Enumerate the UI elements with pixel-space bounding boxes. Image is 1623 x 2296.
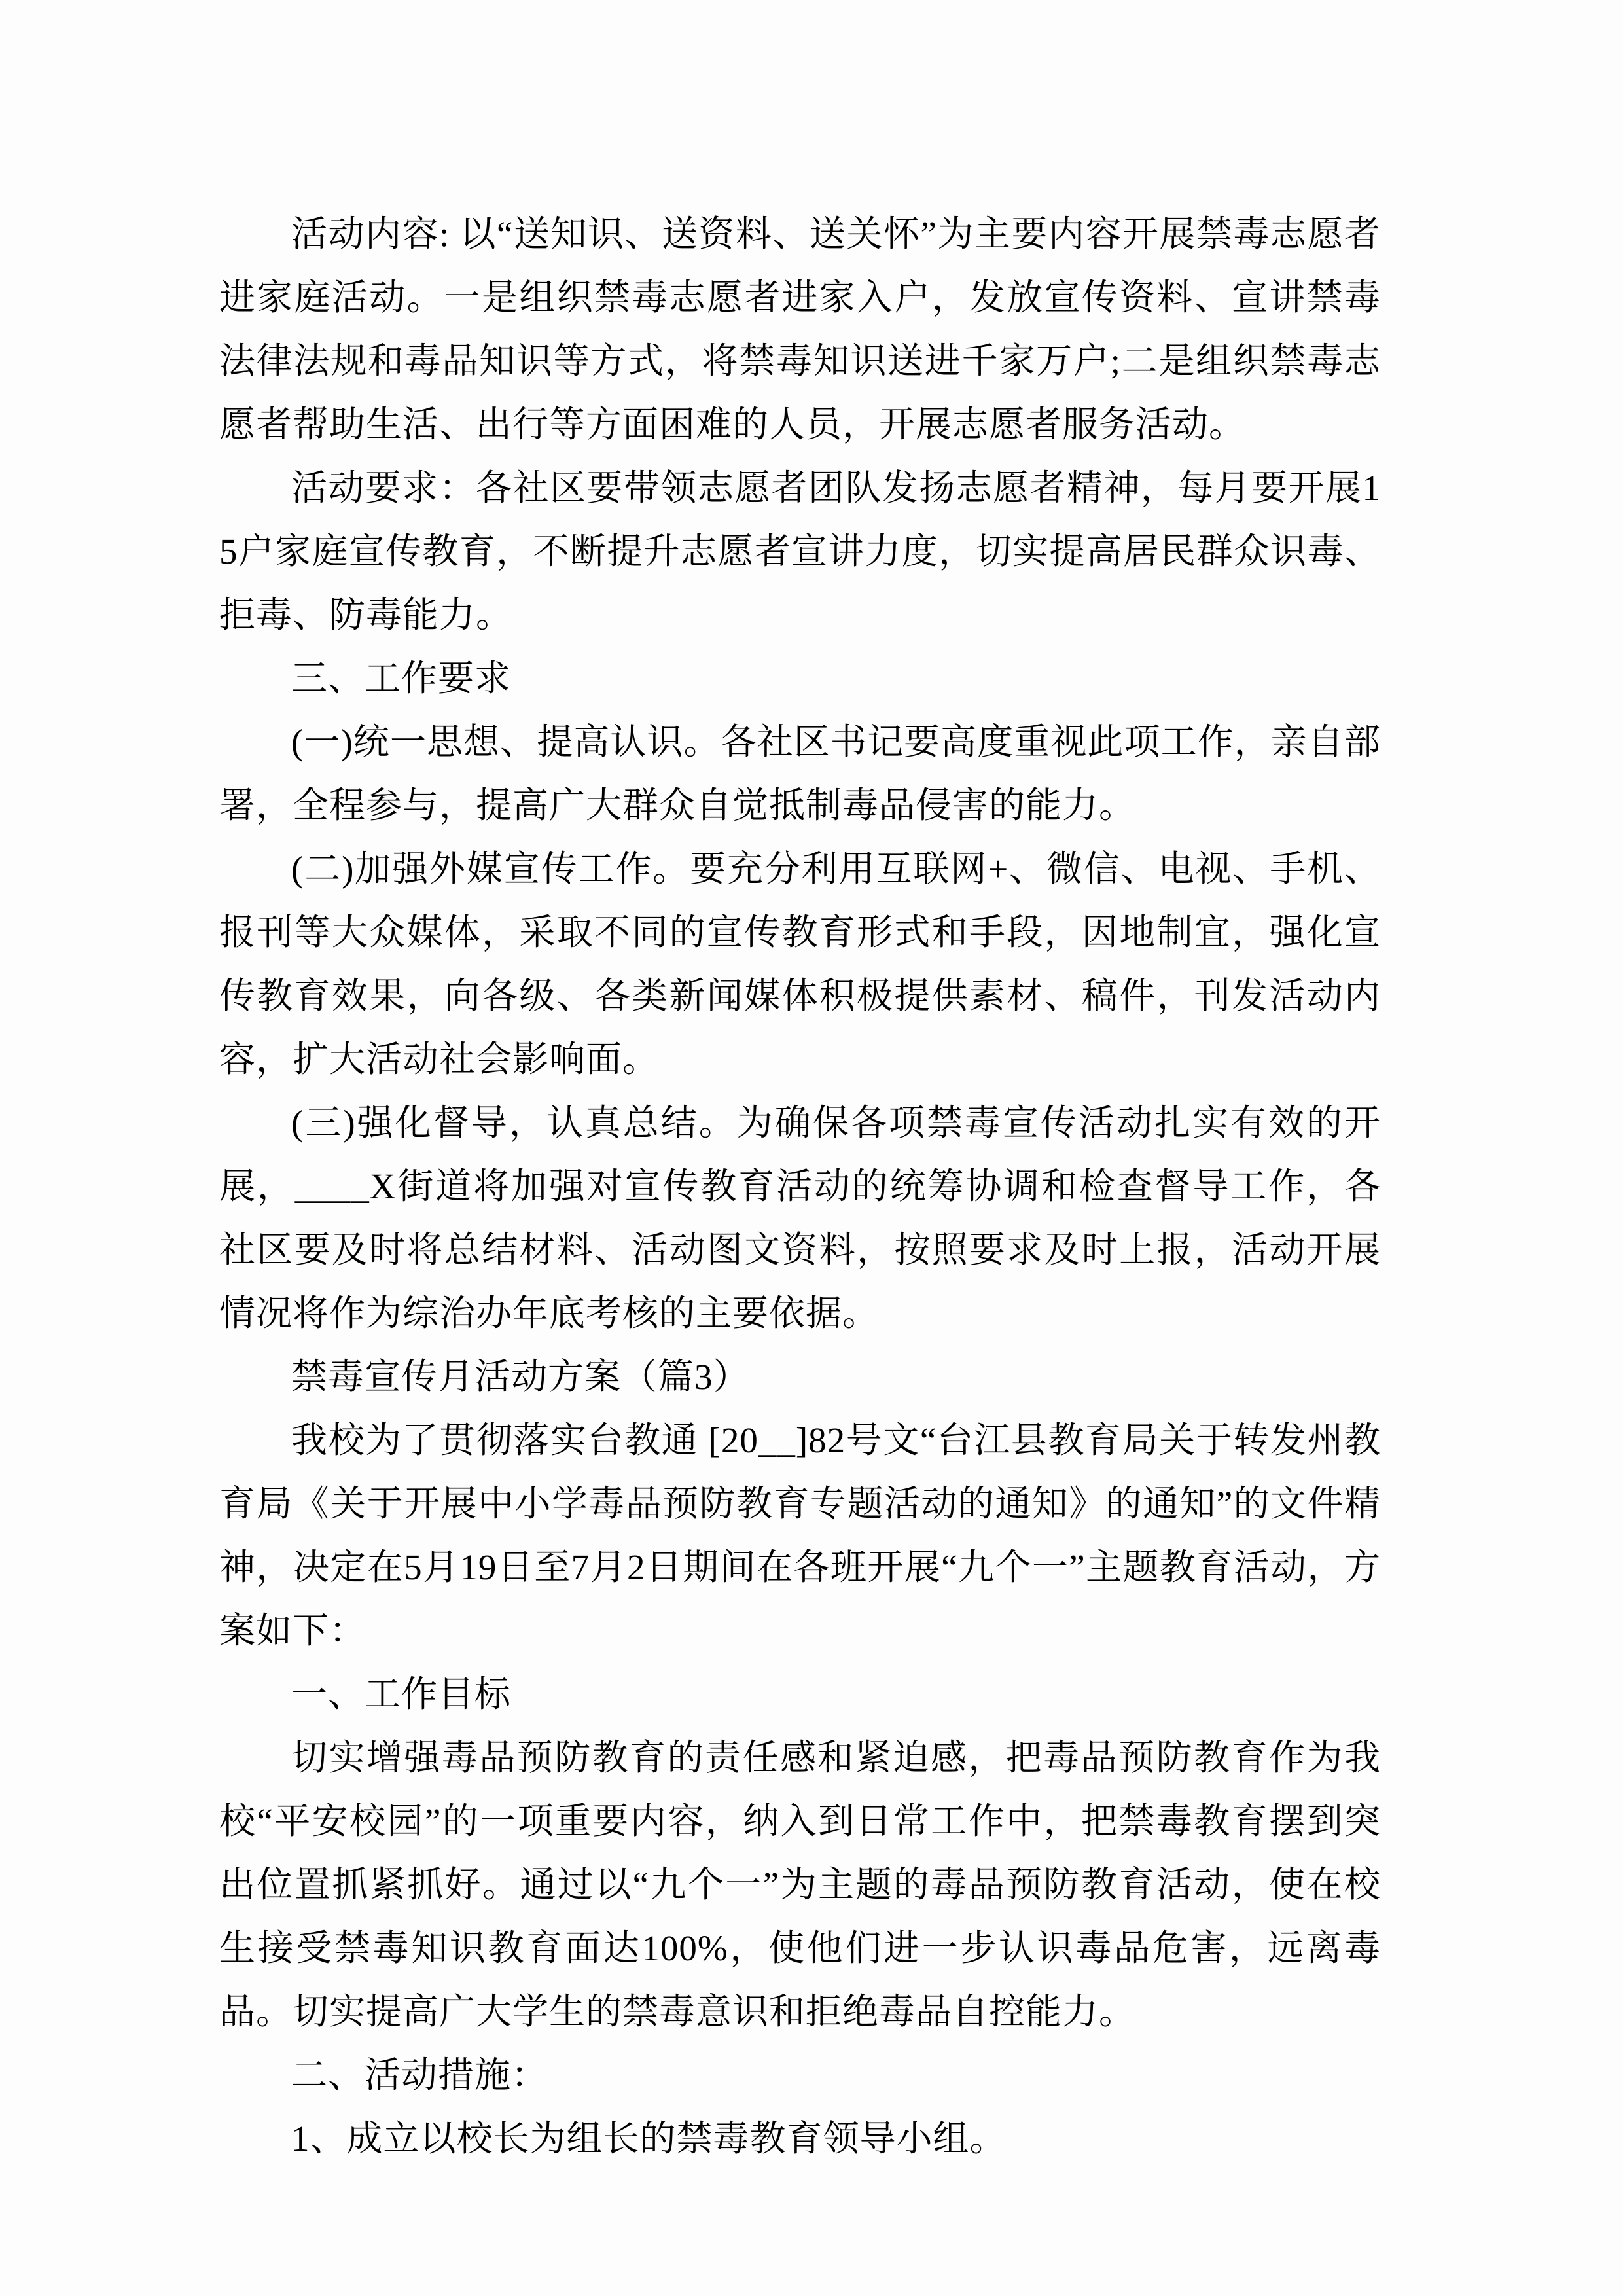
paragraph: 我校为了贯彻落实台教通 [20__]82号文“台江县教育局关于转发州教育局《关于开展中小学毒品预防教育专题活动的通知》的通知”的文件精神，决定在5月19日至7月2日期间在各班开展“九个一”主题教育活动，方案如下： <box>219 1420 1381 1651</box>
paragraph: (一)统一思想、提高认识。各社区书记要高度重视此项工作，亲自部署，全程参与，提高广大群众自觉抵制毒品侵害的能力。 <box>219 722 1381 825</box>
paragraph: 三、工作要求 <box>291 658 512 698</box>
paragraph: (三)强化督导，认真总结。为确保各项禁毒宣传活动扎实有效的开展，____X街道将加强对宣传教育活动的统筹协调和检查督导工作，各社区要及时将总结材料、活动图文资料，按照要求及时上报，活动开展情况将作为综治办年底考核的主要依据。 <box>219 1103 1381 1333</box>
paragraph: 二、活动措施： <box>291 2055 548 2095</box>
paragraph: 1、成立以校长为组长的禁毒教育领导小组。 <box>291 2119 1007 2159</box>
paragraph: 活动内容: 以“送知识、送资料、送关怀”为主要内容开展禁毒志愿者进家庭活动。一是组织禁毒志愿者进家入户，发放宣传资料、宣讲禁毒法律法规和毒品知识等方式，将禁毒知识送进千家万户;二是组织禁毒志愿者帮助生活、出行等方面困难的人员，开展志愿者服务活动。 <box>219 214 1381 444</box>
paragraph: 活动要求：各社区要带领志愿者团队发扬志愿者精神，每月要开展15户家庭宣传教育，不断提升志愿者宣讲力度，切实提高居民群众识毒、拒毒、防毒能力。 <box>219 468 1381 635</box>
paragraph: 一、工作目标 <box>291 1674 512 1714</box>
paragraph: 切实增强毒品预防教育的责任感和紧迫感，把毒品预防教育作为我校“平安校园”的一项重要内容，纳入到日常工作中，把禁毒教育摆到突出位置抓紧抓好。通过以“九个一”为主题的毒品预防教育活动，使在校生接受禁毒知识教育面达100%，使他们进一步认识毒品危害，远离毒品。切实提高广大学生的禁毒意识和拒绝毒品自控能力。 <box>219 1738 1381 2032</box>
paragraph: 禁毒宣传月活动方案（篇3） <box>291 1357 750 1397</box>
document-body <box>219 202 1381 2170</box>
paragraph: (二)加强外媒宣传工作。要充分利用互联网+、微信、电视、手机、报刊等大众媒体，采取不同的宣传教育形式和手段，因地制宜，强化宣传教育效果，向各级、各类新闻媒体积极提供素材、稿件，刊发活动内容，扩大活动社会影响面。 <box>219 849 1381 1079</box>
